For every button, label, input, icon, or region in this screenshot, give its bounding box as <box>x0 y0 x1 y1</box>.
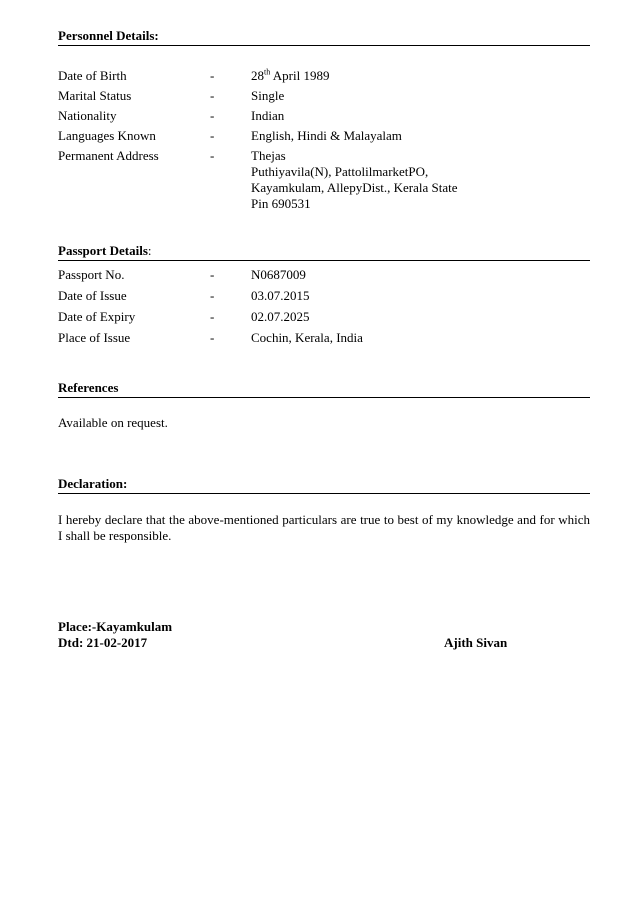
separator: - <box>210 288 215 303</box>
languages-label: Languages Known <box>58 128 156 143</box>
separator: - <box>210 267 215 282</box>
declaration-heading: Declaration: <box>58 476 590 494</box>
passport-heading-text: Passport Details <box>58 243 148 258</box>
passport-number-label: Passport No. <box>58 267 125 282</box>
issue-place-label: Place of Issue <box>58 330 131 345</box>
address-value <box>251 148 590 212</box>
separator: - <box>210 88 215 103</box>
references-heading: References <box>58 380 590 398</box>
address-line: Puthiyavila(N), PattolilmarketPO, <box>251 164 429 179</box>
expiry-date-value: 02.07.2025 <box>251 309 310 324</box>
issue-place-value: Cochin, Kerala, India <box>251 330 363 345</box>
address-line: Pin 690531 <box>251 196 311 211</box>
expiry-date-label: Date of Expiry <box>58 309 136 324</box>
dob-value <box>251 68 590 84</box>
separator: - <box>210 108 215 123</box>
address-label: Permanent Address <box>58 148 159 163</box>
issue-date-value: 03.07.2015 <box>251 288 310 303</box>
separator: - <box>210 148 215 163</box>
nationality-label: Nationality <box>58 108 117 123</box>
passport-details-heading <box>58 243 590 261</box>
separator: - <box>210 68 215 83</box>
separator: - <box>210 309 215 324</box>
signature-name: Ajith Sivan <box>444 635 508 650</box>
dob-suffix: th <box>264 67 271 77</box>
nationality-value: Indian <box>251 108 285 123</box>
references-text: Available on request. <box>58 415 168 430</box>
date-line: Dtd: 21-02-2017 <box>58 635 148 650</box>
issue-date-label: Date of Issue <box>58 288 127 303</box>
marital-label: Marital Status <box>58 88 132 103</box>
dob-rest: April 1989 <box>270 68 330 83</box>
passport-number-value: N0687009 <box>251 267 306 282</box>
marital-value: Single <box>251 88 285 103</box>
passport-heading-colon: : <box>147 243 152 258</box>
separator: - <box>210 128 215 143</box>
dob-day: 28 <box>251 68 264 83</box>
dob-label: Date of Birth <box>58 68 127 83</box>
place-line: Place:-Kayamkulam <box>58 619 173 634</box>
personnel-details-heading: Personnel Details: <box>58 28 590 46</box>
address-line: Kayamkulam, AllepyDist., Kerala State <box>251 180 458 195</box>
separator: - <box>210 330 215 345</box>
address-line: Thejas <box>251 148 286 163</box>
languages-value: English, Hindi & Malayalam <box>251 128 402 143</box>
declaration-text: I hereby declare that the above-mentioned particulars are true to best of my knowledge and for which I shall be responsible. <box>58 512 590 543</box>
